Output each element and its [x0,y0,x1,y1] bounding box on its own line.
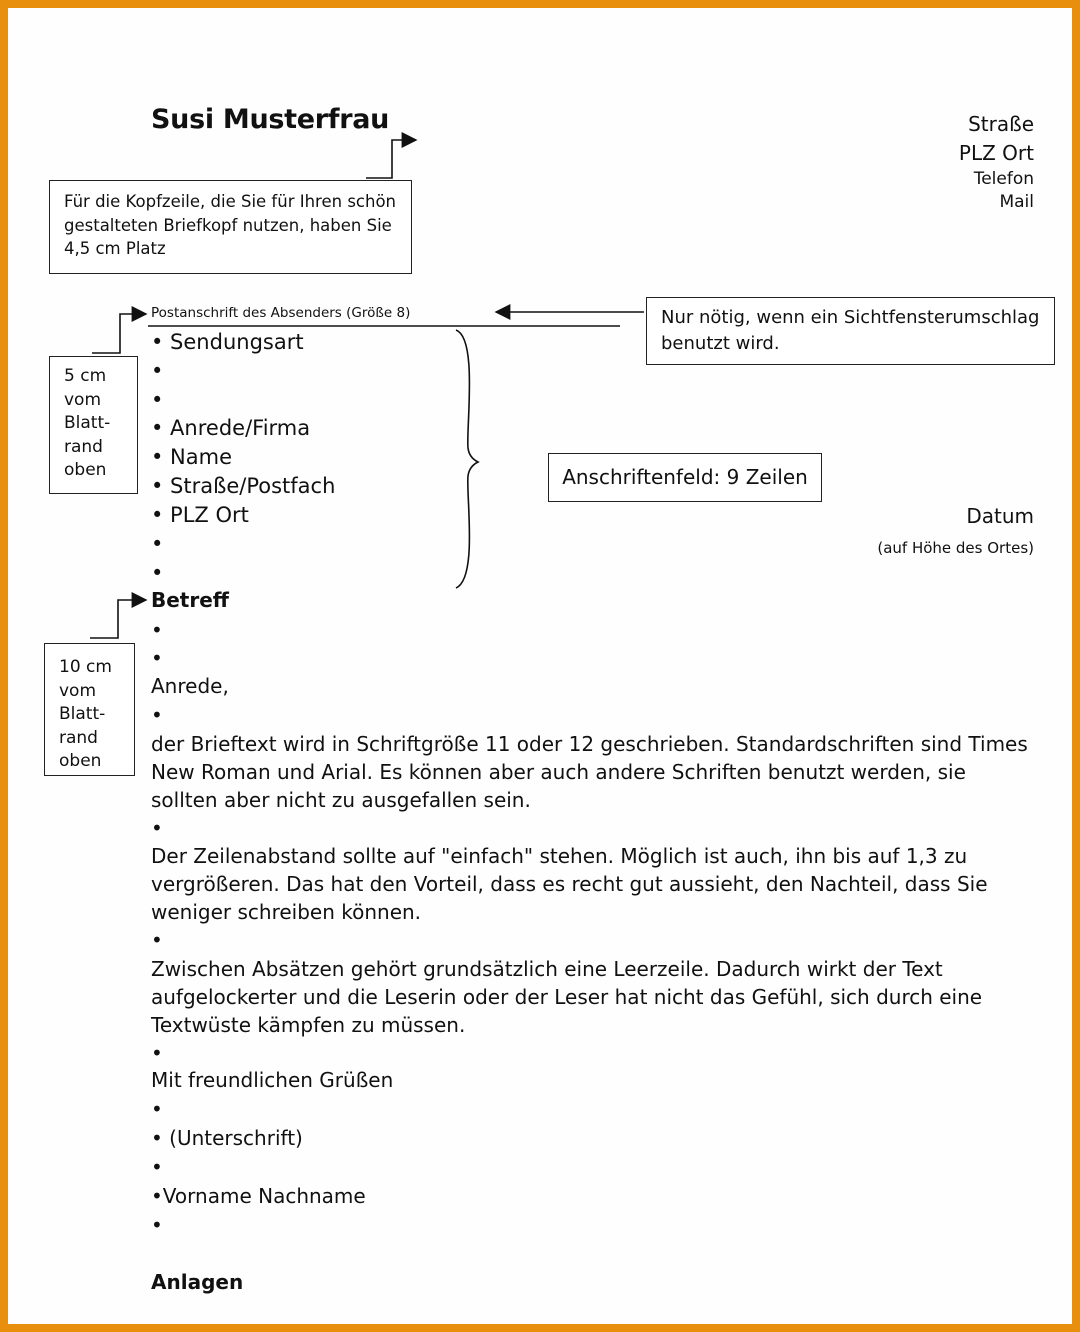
closing: Mit freundlichen Grüßen [151,1068,394,1092]
address-line: • Name [151,445,233,469]
note-line: oben [64,460,107,480]
note-line: vom [64,389,102,410]
note-line: Blatt- [64,413,111,433]
address-line: • [151,561,164,585]
sender-mail: Mail [999,192,1034,212]
sender-name: Susi Musterfrau [151,104,390,135]
blank-line-bullet: • [151,928,163,952]
signature-line: • (Unterschrift) [151,1126,303,1150]
blank-line-bullet: • [151,1213,163,1237]
address-brace [456,330,478,588]
note-line: vom [59,680,97,701]
note-line: 10 cm [59,657,112,677]
paragraph-2: Der Zeilenabstand sollte auf "einfach" stehen. Möglich ist auch, ihn bis auf 1,3 zu vergrößeren. Das hat den Vorteil, dass es recht gut aussieht, den Nachteil, dass Sie weniger schreiben können. [151,844,988,924]
address-line: • Straße/Postfach [151,474,336,498]
address-line: • Sendungsart [151,330,304,354]
header-note-box: Für die Kopfzeile, die Sie für Ihren schön gestalteten Briefkopf nutzen, haben Sie 4,5 cm Platz [49,180,412,274]
paragraph-1: der Brieftext wird in Schriftgröße 11 oder 12 geschrieben. Standardschriften sind Times New Roman und Arial. Es können aber auch andere Schriften benutzt werden, sie sollten aber nicht zu ausgefallen sein. [151,732,1028,812]
blank-line-bullet: • [151,1041,163,1065]
address-line: • [151,359,164,383]
address-line: • PLZ Ort [151,503,249,527]
blank-line-bullet: • [151,816,163,840]
date-hint: (auf Höhe des Ortes) [877,539,1034,557]
note-line: Blatt- [59,704,106,724]
blank-line-bullet: • [151,1155,163,1179]
window-note-box: Nur nötig, wenn ein Sichtfensterumschlag benutzt wird. [646,297,1055,365]
sender-city: PLZ Ort [958,141,1034,165]
date-label: Datum [966,504,1034,528]
blank-line-bullet: • [151,646,163,670]
address-line: • [151,388,164,412]
header-arrow [366,140,416,178]
address-line: • [151,532,164,556]
salutation: Anrede, [151,674,229,698]
blank-line-bullet: • [151,1097,163,1121]
letter-page [8,8,1072,1324]
address-field-note-box: Anschriftenfeld: 9 Zeilen [548,453,822,502]
sender-postal-line: Postanschrift des Absenders (Größe 8) [151,305,411,321]
address-line: • Anrede/Firma [151,416,311,440]
note-line: 5 cm [64,366,107,386]
blank-line-bullet: • [151,703,163,727]
ten-cm-arrow [90,600,146,638]
full-name-line: •Vorname Nachname [151,1184,366,1208]
paragraph-3: Zwischen Absätzen gehört grundsätzlich eine Leerzeile. Dadurch wirkt der Text aufgelockerter und die Leserin oder der Leser hat nicht das Gefühl, sich durch eine Textwüste kämpfen zu müssen. [151,957,983,1037]
five-cm-note-box [49,356,138,494]
five-cm-arrow [92,314,146,353]
attachments-line: Anlagen [151,1270,244,1294]
ten-cm-note-box [44,643,135,776]
subject-line: Betreff [151,588,229,612]
note-line: oben [59,751,102,771]
blank-line-bullet: • [151,618,163,642]
note-line: rand [59,727,98,748]
sender-phone: Telefon [973,169,1034,189]
note-line: rand [64,436,103,457]
sender-street: Straße [968,112,1034,136]
